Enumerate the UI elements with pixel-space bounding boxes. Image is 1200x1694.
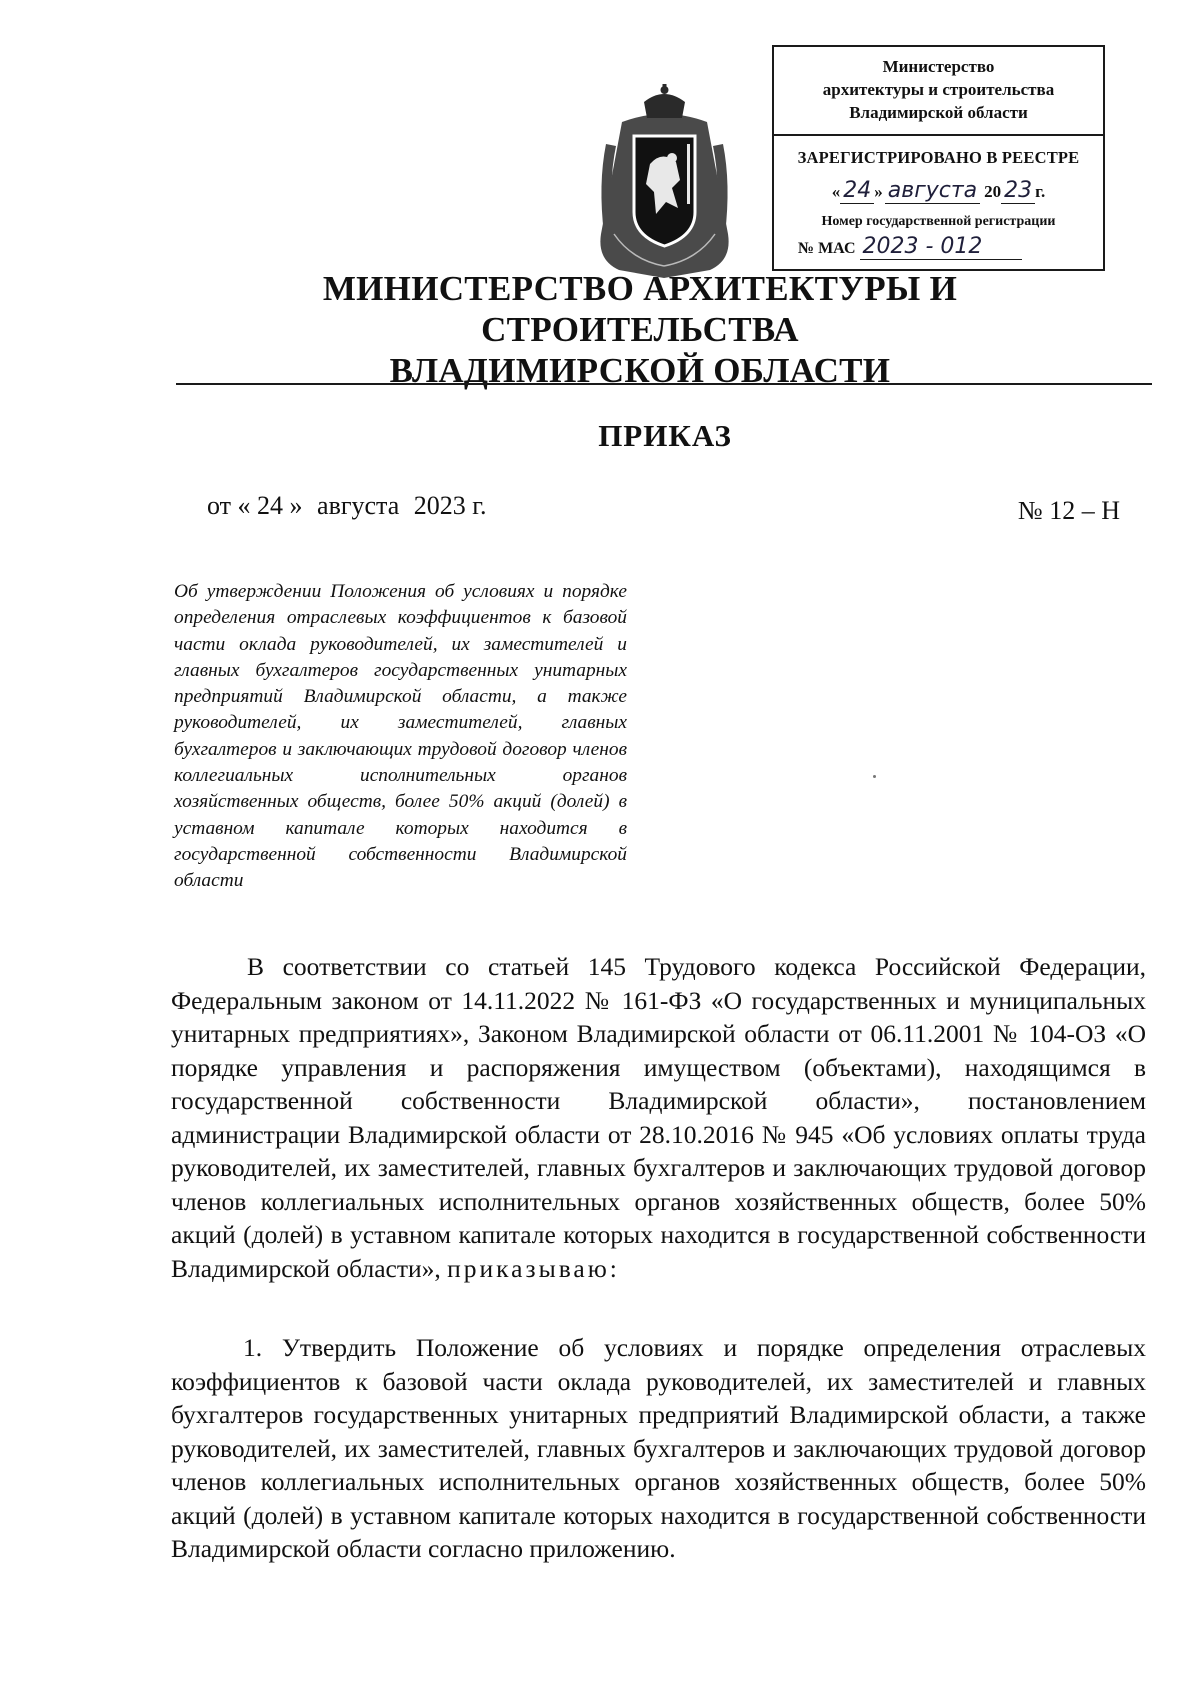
order-word: приказываю: xyxy=(447,1253,620,1283)
stamp-org-line: архитектуры и строительства xyxy=(822,80,1055,99)
header-divider xyxy=(176,383,1152,385)
stamp-organization xyxy=(774,47,1103,124)
stamp-divider xyxy=(774,134,1103,136)
stamp-date-day: 24 xyxy=(840,178,874,204)
stamp-date-year-prefix: 20 xyxy=(984,182,1002,201)
order-date-year: 2023 г. xyxy=(413,491,487,520)
order-date xyxy=(207,491,495,521)
preamble-text: В соответствии со статьей 145 Трудового кодекса Российской Федерации, Федеральным законом от 14.11.2022 № 161-ФЗ «О государственных и муниципальных унитарных предприятиях», Законом Владимирской области от 06.11.2001 № 104-ОЗ «О порядке управления и распоряжения имуществом (объектами), находящимся в государственной собственности Владимирской области», постановлением администрации Владимирской области от 28.10.2016 № 945 «Об условиях оплаты труда руководителей, их заместителей, главных бухгалтеров и заключающих трудовой договор членов коллегиальных исполнительных органов хозяйственных обществ, более 50% акций (долей) в уставном капитале которых находится в государственной собственности Владимирской области», xyxy=(171,952,1146,1283)
stamp-org-line: Министерство xyxy=(882,57,995,76)
registration-stamp xyxy=(772,45,1105,271)
stamp-date-year-suffix: 23 xyxy=(1001,178,1035,204)
order-date-prefix: от « 24 » xyxy=(207,491,303,520)
stamp-org-line: Владимирской области xyxy=(849,103,1028,122)
ministry-heading-line: ВЛАДИМИРСКОЙ ОБЛАСТИ xyxy=(389,351,891,390)
document-type-title: ПРИКАЗ xyxy=(598,418,732,453)
stamp-registration-number xyxy=(774,234,1103,259)
stamp-registration-label: Номер государственной регистрации xyxy=(821,214,1056,229)
order-date-month: августа xyxy=(317,491,400,520)
preamble-paragraph xyxy=(171,950,1146,1285)
stamp-registered-label: ЗАРЕГИСТРИРОВАНО В РЕЕСТРЕ xyxy=(797,148,1080,167)
ministry-heading xyxy=(160,268,1120,391)
stamp-date-year-unit: г. xyxy=(1035,182,1046,201)
scan-speck xyxy=(873,775,876,778)
order-number: № 12 – Н xyxy=(1017,496,1120,525)
coat-of-arms-emblem xyxy=(592,84,737,280)
clause-1-paragraph: 1. Утвердить Положение об условиях и порядке определения отраслевых коэффициентов к базовой части оклада руководителей, их заместителей и главных бухгалтеров государственных унитарных предприятий Владимирской области, а также руководителей, их заместителей, главных бухгалтеров и заключающих трудовой договор членов коллегиальных исполнительных органов хозяйственных обществ, более 50% акций (долей) в уставном капитале которых находится в государственной собственности Владимирской области согласно приложению. xyxy=(171,1333,1146,1563)
stamp-reg-number: 2023 - 012 xyxy=(860,234,1023,260)
stamp-date-month: августа xyxy=(885,178,980,204)
order-subject: Об утверждении Положения об условиях и порядке определения отраслевых коэффициентов к базовой части оклада руководителей, их заместителей и главных бухгалтеров государственных унитарных предприятий Владимирской области, а также руководителей, их заместителей, главных бухгалтеров и заключающих трудовой договор членов коллегиальных исполнительных органов хозяйственных обществ, более 50% акций (долей) в уставном капитале которых находится в государственной собственности Владимирской области xyxy=(174,581,627,892)
stamp-reg-prefix: № МАС xyxy=(798,240,856,257)
ministry-heading-line: МИНИСТЕРСТВО АРХИТЕКТУРЫ И СТРОИТЕЛЬСТВА xyxy=(322,269,958,349)
stamp-date: « 24 » августа 20 23 г. xyxy=(831,178,1046,203)
